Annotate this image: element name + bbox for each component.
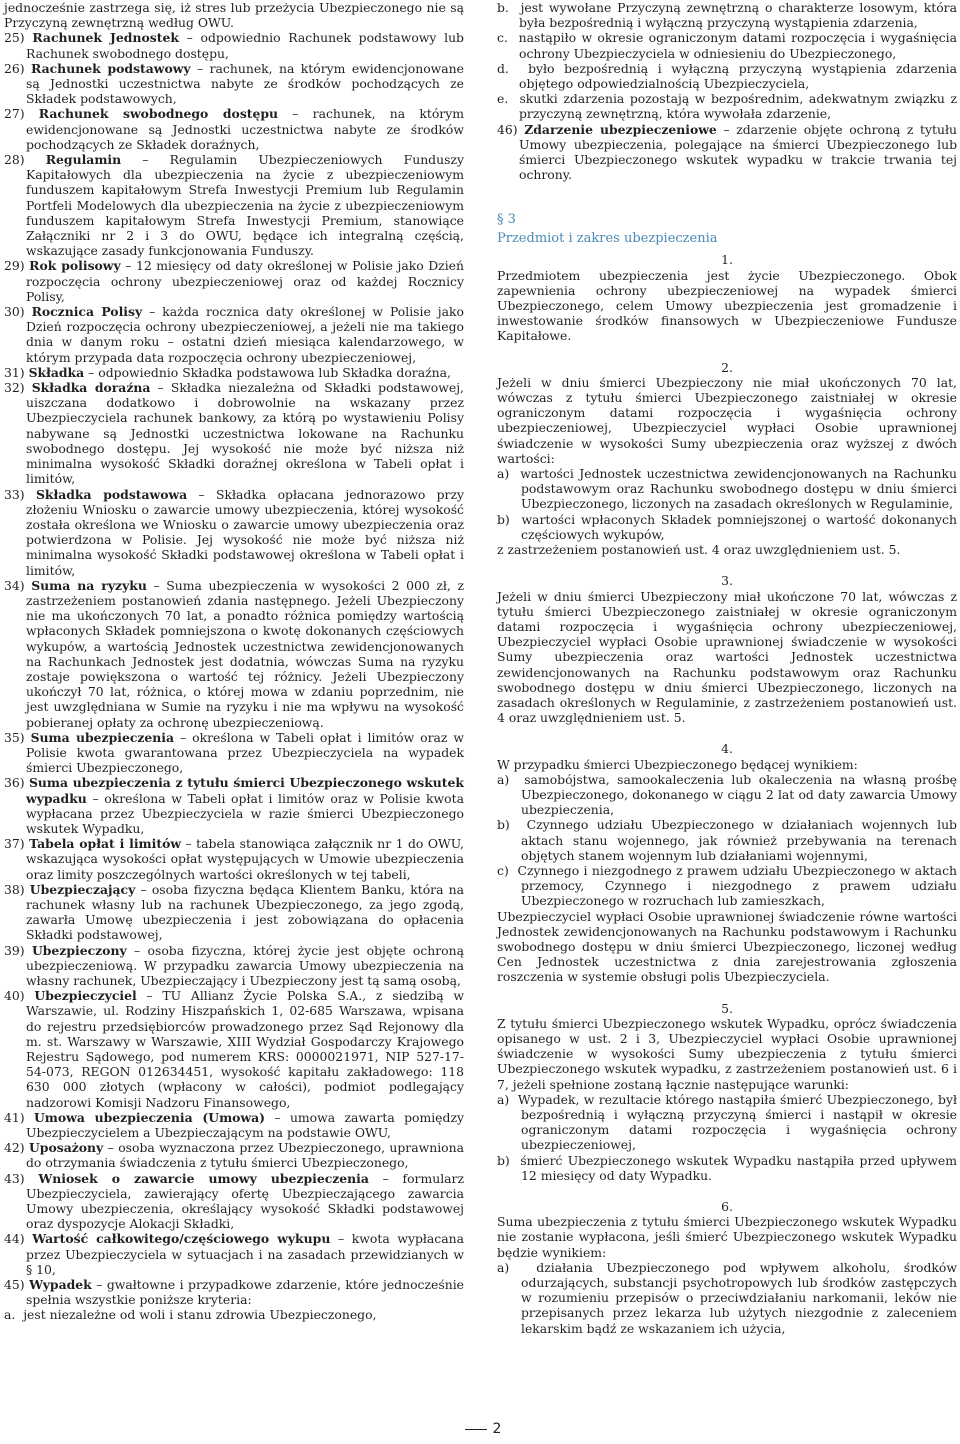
definition-text: – umowa zawarta pomiędzy Ubezpieczycielem a Ubezpieczającym na podstawie OWU,: [26, 1109, 464, 1141]
definition-item: [4, 1277, 464, 1307]
definition-term: Suma na ryzyku: [31, 577, 147, 593]
definition-number: 38): [4, 881, 25, 897]
section-mark: § 3: [497, 212, 516, 228]
point-number: 1.: [721, 252, 733, 268]
criterion-text: nastąpiło w okresie ograniczonym datami rozpoczęcia i wygaśnięcia ochrony Ubezpieczyciela w odniesieniu do Ubezpieczonego,: [518, 30, 957, 61]
point-subitem: [497, 512, 957, 542]
definition-term: Rachunek podstawowy: [31, 60, 191, 76]
criterion-letter: a.: [4, 1307, 16, 1323]
criterion-letter: e.: [497, 91, 509, 107]
definition-item: [4, 988, 464, 1110]
definition-number: 28): [4, 152, 25, 168]
subitem-letter: b): [497, 817, 510, 833]
definition-number: 29): [4, 258, 25, 274]
subitem-letter: b): [497, 1152, 510, 1168]
definition-term: Regulamin: [45, 152, 122, 168]
definition-text: – gwałtowne i przypadkowe zdarzenie, które jednocześnie spełnia wszystkie poniższe kryteria:: [26, 1277, 464, 1308]
point-number: 6.: [721, 1199, 733, 1215]
definition-item: [4, 775, 464, 836]
criterion-text: jest wywołane Przyczyną zewnętrzną o charakterze losowym, która była bezpośrednią i wyłączną przyczyną wystąpienia zdarzenia,: [519, 0, 957, 31]
footer-dash: [465, 1429, 487, 1430]
definition-term: Zdarzenie ubezpieczeniowe: [524, 121, 717, 137]
definition-number: 40): [4, 988, 25, 1004]
definition-item: [4, 487, 464, 578]
definition-text: – zdarzenie objęte ochroną z tytułu Umowy ubezpieczenia, polegające na śmierci Ubezpieczonego lub śmierci Ubezpieczonego wskutek wypadku w trakcie trwania tej ochrony.: [519, 121, 957, 183]
definitions-list: [4, 30, 464, 1307]
definition-number: 33): [4, 486, 25, 502]
definition-criterion: [497, 0, 957, 30]
point-text: Suma ubezpieczenia z tytułu śmierci Ubezpieczonego wskutek Wypadku nie zostanie wypłacona, jeśli śmierć Ubezpieczonego wskutek Wypadku będzie wynikiem:: [497, 1214, 957, 1260]
definition-number: 34): [4, 577, 25, 593]
definition-item: [497, 122, 957, 183]
definition-text: – formularz Ubezpieczyciela, zawierający ofertę Ubezpieczającego zawarcia Umowy ubezpieczenia, określający wysokość Składki podstawowej oraz dyspozycje Alokacji Składki,: [26, 1170, 464, 1232]
point-subitem: [497, 817, 957, 863]
definition-number: 39): [4, 942, 25, 958]
definition-number: 25): [4, 30, 25, 46]
definition-number: 37): [4, 836, 25, 852]
definition-term: Ubezpieczony: [31, 942, 127, 958]
definition-number: 27): [4, 106, 25, 122]
page-footer: [0, 1422, 960, 1437]
definition-item: [4, 1231, 464, 1277]
definition-number: 46): [497, 121, 518, 137]
definition-term: Wypadek: [29, 1277, 92, 1293]
definition-item: [4, 152, 464, 258]
definition-criterion: [497, 91, 957, 121]
definition-item: [4, 730, 464, 776]
left-column: [4, 0, 464, 1323]
point-subitem: [497, 466, 957, 512]
point-number: 2.: [721, 359, 733, 375]
definition-number: 30): [4, 304, 25, 320]
section-points: [497, 252, 957, 1335]
definition-text: – określona w Tabeli opłat i limitów oraz w Polisie kwota gwarantowana przez Ubezpieczyciela na wypadek śmierci Ubezpieczonego,: [26, 729, 464, 776]
criterion-letter: c.: [497, 30, 508, 46]
point-text: Jeżeli w dniu śmierci Ubezpieczony miał ukończone 70 lat, wówczas z tytułu śmierci Ubezpieczonego zaistniałej w okresie ograniczonym datami rozpoczęcia i wygaśnięcia ochrony ubezpieczeniowej, Ubezpieczyciel wypłaci Osobie uprawnionej świadczenie w wysokości Sumy ubezpieczenia oraz wartości Jednostek uczestnictwa zewidencjonowanych na Rachunku podstawowym oraz Rachunku swobodnego dostępu w dniu śmierci Ubezpieczonego, liczonych na zasadach określonych w Regulaminie, z zastrzeżeniem postanowień ust. 4 oraz uwzględnieniem ust. 5.: [497, 588, 957, 726]
definition-number: 32): [4, 380, 25, 396]
definition-text: – Regulamin Ubezpieczeniowych Funduszy Kapitałowych dla ubezpieczenia na życie z ubezpieczeniowym funduszem kapitałowym Strefa Inwestycji Premium lub Regulamin Portfeli Modelowych dla ubezpieczenia na życie z ubezpieczeniowym funduszem kapitałowym Strefa Inwestycji Premium, stanowiące Załączniki nr 2 i 3 do OWU, będące ich integralną częścią, wskazujące zasady funkcjonowania Funduszy.: [26, 152, 464, 259]
definition-number: 41): [4, 1109, 25, 1125]
definition-item: [4, 943, 464, 989]
subitem-text: śmierć Ubezpieczonego wskutek Wypadku nastąpiła przed upływem 12 miesięcy od daty Wypadku.: [520, 1152, 957, 1183]
section-title: Przedmiot i zakres ubezpieczenia: [497, 231, 718, 247]
definition-number: 35): [4, 729, 25, 745]
point-closing-text: z zastrzeżeniem postanowień ust. 4 oraz uwzględnieniem ust. 5.: [497, 542, 901, 558]
definition-term: Umowa ubezpieczenia (Umowa): [33, 1109, 266, 1125]
criterion-text: jest niezależne od woli i stanu zdrowia Ubezpieczonego,: [23, 1307, 377, 1323]
criterion-letter: b.: [497, 0, 509, 15]
point-subitem: [497, 1260, 957, 1336]
definition-term: Rachunek Jednostek: [32, 30, 179, 46]
definition-item: [4, 1171, 464, 1232]
definition-number: 36): [4, 775, 25, 791]
subitem-text: Wypadek, w rezultacie którego nastąpiła śmierć Ubezpieczonego, był bezpośrednią i wyłączną przyczyną śmierci i nastąpił w okresie ograniczonym datami rozpoczęcia i wygaśnięcia ochrony ubezpieczeniowej,: [517, 1091, 957, 1153]
definition-criterion: [497, 30, 957, 60]
page-number: 2: [492, 1421, 502, 1437]
point-number: 4.: [721, 741, 733, 757]
definition-term: Rocznica Polisy: [31, 304, 143, 320]
definition-term: Wniosek o zawarcie umowy ubezpieczenia: [38, 1170, 369, 1186]
definition-text: – osoba fizyczna, której życie jest objęte ochroną ubezpieczeniową. W przypadku zawarcia Umowy ubezpieczenia na własny rachunek, Ubezpieczający i Ubezpieczony jest tą samą osobą,: [26, 942, 464, 988]
point-subitem: [497, 772, 957, 818]
point-text: W przypadku śmierci Ubezpieczonego będącej wynikiem:: [497, 756, 858, 772]
definition-term: Ubezpieczyciel: [34, 988, 137, 1004]
definition-item: [4, 1110, 464, 1140]
definition-term: Suma ubezpieczenia: [30, 729, 175, 745]
definition-number: 42): [4, 1140, 25, 1156]
point-text: Przedmiotem ubezpieczenia jest życie Ubezpieczonego. Obok zapewnienia ochrony ubezpieczeniowej na wypadek śmierci Ubezpieczonego, celem Umowy ubezpieczenia jest gromadzenie i inwestowanie środków finansowych w Ubezpieczeniowe Fundusze Kapitałowe.: [497, 267, 957, 344]
definition-text: – rachunek, na którym ewidencjonowane są Jednostki uczestnictwa nabyte ze środków pochodzących ze Składek doraźnych,: [26, 106, 464, 152]
definition-item: [4, 258, 464, 304]
definition-term: Składka doraźna: [31, 380, 151, 396]
definition-text: – każda rocznica daty określonej w Polisie jako Dzień rozpoczęcia ochrony ubezpieczeniowej, a jeżeli nie ma takiego dnia w danym roku – ostatni dzień miesiąca kalendarzowego, w którym przypada data rozpoczęcia ochrony ubezpieczeniowej,: [26, 304, 464, 365]
definition-item: [4, 380, 464, 486]
definition-item: [4, 30, 464, 60]
point-text: Jeżeli w dniu śmierci Ubezpieczony nie miał ukończonych 70 lat, wówczas z tytułu śmierci Ubezpieczonego zaistniałej w okresie ograniczonym datami rozpoczęcia i wygaśnięcia ochrony ubezpieczeniowej, Ubezpieczyciel wypłaci Osobie uprawnionej świadczenie w wysokości Sumy ubezpieczenia oraz wyższej z dwóch wartości:: [497, 374, 957, 466]
definition-text: – kwota wypłacana przez Ubezpieczyciela w sytuacjach i na zasadach przewidzianych w § 10,: [26, 1231, 464, 1277]
subitem-letter: a): [497, 771, 510, 787]
definition-term: Uposażony: [29, 1140, 104, 1156]
definition-number: 45): [4, 1277, 25, 1293]
definition-text: – określona w Tabeli opłat i limitów oraz w Polisie kwota wypłacana przez Ubezpieczyciela w razie śmierci Ubezpieczonego wskutek Wypadku,: [26, 790, 464, 836]
definition-text: – osoba fizyczna będąca Klientem Banku, która na rachunek własny lub na rachunek Ubezpieczonego, za jego zgodą, zawarła Umowę ubezpieczenia i jest zobowiązana do opłacenia Składki podstawowej,: [26, 881, 464, 943]
point-number: 3.: [721, 573, 733, 589]
definition-criterion: [497, 61, 957, 91]
definition-text: – Składka niezależna od Składki podstawowej, uiszczana dodatkowo i dobrowolnie na wskazany przez Ubezpieczyciela rachunek bankowy, za którą po wystawieniu Polisy nabywane są Jednostki uczestnictwa lokowane na Rachunku swobodnego dostępu. Jej wysokość nie może być niższa niż minimalna wysokość Składki doraźnej określona w Tabeli opłat i limitów,: [26, 380, 464, 487]
definition-item: [4, 836, 464, 882]
point-subitem: [497, 863, 957, 909]
subitem-text: działania Ubezpieczonego pod wpływem alkoholu, środków odurzających, substancji psychotropowych lub środków zastępczych w rozumieniu przepisów o przeciwdziałaniu narkomanii, leków nie przepisanych przez lekarza lub użytych niezgodnie z zaleceniem lekarskim bądź ze wskazaniem ich użycia,: [521, 1259, 957, 1336]
right-column: [497, 0, 957, 1336]
subitem-text: Czynnego i niezgodnego z prawem udziału Ubezpieczonego w aktach przemocy, Czynnego i niezgodnego z prawem udziału Ubezpieczonego w rozruchach lub zamieszkach,: [517, 862, 957, 909]
definition-item: [4, 578, 464, 730]
point-text: Z tytułu śmierci Ubezpieczonego wskutek Wypadku, oprócz świadczenia opisanego w ust. 2 i 3, Ubezpieczyciel wypłaci Osobie uprawnionej świadczenie w wysokości Sumy ubezpieczenia z tytułu śmierci Ubezpieczonego wskutek wypadku, z zastrzeżeniem postanowień ust. 6 i 7, jeżeli spełnione zostaną łącznie następujące warunki:: [497, 1015, 957, 1092]
definition-item: [4, 365, 464, 380]
subitem-letter: b): [497, 511, 510, 527]
definition-item: [4, 61, 464, 107]
point-subitem: [497, 1153, 957, 1183]
criterion-text: skutki zdarzenia pozostają w bezpośrednim, adekwatnym związku z przyczyną zewnętrzną, która wywołała zdarzenie,: [519, 91, 957, 122]
definition-number: 31): [4, 364, 25, 380]
subitem-text: wartości wpłaconych Składek pomniejszonej o wartość dokonanych częściowych wykupów,: [521, 511, 957, 542]
definition-number: 44): [4, 1231, 25, 1247]
definition-text: – Suma ubezpieczenia w wysokości 2 000 zł, z zastrzeżeniem postanowień zdania następnego. Jeżeli Ubezpieczony nie ma ukończonych 70 lat, a ponadto różnica pomiędzy wartością wpłaconych Składek pomniejszona o kwotę dokonanych częściowych wykupów, a wartością Jednostek uczestnictwa zewidencjonowanych na Rachunkach Jednostek jest dodatnia, wówczas Suma na ryzyku zostaje powiększona o wartość tej różnicy. Jeżeli Ubezpieczony ukończył 70 lat, różnica, o której mowa w zdaniu poprzednim, nie jest uwzględniana w Sumie na ryzyku i nie ma wpływu na wysokość pobieranej opłaty za ochronę ubezpieczeniową.: [26, 577, 464, 730]
definition-text: – Składka opłacana jednorazowo przy złożeniu Wniosku o zawarcie umowy ubezpieczenia, której wysokość została określona we Wniosku o zawarcie umowy ubezpieczenia oraz potwierdzona w Polisie. Jej wysokość nie może być niższa niż minimalna wysokość Składki podstawowej określona w Tabeli opłat i limitów,: [26, 486, 464, 578]
definition-text: – odpowiednio Rachunek podstawowy lub Rachunek swobodnego dostępu,: [26, 30, 464, 61]
definition-item: [4, 1140, 464, 1170]
definition-term: Ubezpieczający: [29, 881, 136, 897]
definition-number: 26): [4, 60, 25, 76]
point-subitem: [497, 1092, 957, 1153]
criterion-letter: d.: [497, 60, 509, 76]
subitem-letter: a): [497, 1259, 510, 1275]
subitem-letter: c): [497, 862, 509, 878]
subitem-text: samobójstwa, samookaleczenia lub okaleczenia na własną prośbę Ubezpieczonego, dokonanego w ciągu 2 lat od daty zawarcia Umowy ubezpieczenia,: [521, 771, 957, 818]
definition-text: – 12 miesięcy od daty określonej w Polisie jako Dzień rozpoczęcia ochrony ubezpieczeniowej oraz od każdej Rocznicy Polisy,: [26, 258, 464, 304]
subitem-letter: a): [497, 466, 510, 482]
definition-term: Wartość całkowitego/częściowego wykupu: [32, 1231, 331, 1247]
definition-term: Składka podstawowa: [35, 486, 188, 502]
definition-text: – osoba wyznaczona przez Ubezpieczonego, uprawniona do otrzymania świadczenia z tytułu śmierci Ubezpieczonego,: [26, 1140, 464, 1171]
point-number: 5.: [721, 1000, 733, 1016]
definition-text: – odpowiednio Składka podstawowa lub Składka doraźna,: [84, 364, 451, 380]
definition-term: Tabela opłat i limitów: [29, 836, 182, 852]
definition-term: Rachunek swobodnego dostępu: [38, 106, 279, 122]
definition-number: 43): [4, 1170, 25, 1186]
criterion-text: było bezpośrednią i wyłączną przyczyną wystąpienia zdarzenia objętego odpowiedzialnością Ubezpieczyciela,: [519, 60, 957, 92]
point-closing-text: Ubezpieczyciel wypłaci Osobie uprawnionej świadczenie równe wartości Jednostek zewidencjonowanych na Rachunku podstawowym i Rachunku swobodnego dostępu w dniu śmierci Ubezpieczonego, liczonej według Cen Jednostek uczestnictwa z dnia zarejestrowania zgłoszenia roszczenia w systemie obsługi polis Ubezpieczyciela.: [497, 908, 957, 985]
subitem-text: wartości Jednostek uczestnictwa zewidencjonowanych na Rachunku podstawowym oraz Rachunku swobodnego dostępu w dniu śmierci Ubezpieczonego, liczonych na zasadach określonych w Regulaminie,: [520, 466, 957, 512]
definition-term: Rok polisowy: [29, 258, 121, 274]
definition-item: [4, 106, 464, 152]
wypadek-criteria-list: [497, 0, 957, 122]
definition-criterion: [4, 1307, 464, 1322]
definition-item: [4, 304, 464, 365]
definition-text: – rachunek, na którym ewidencjonowane są Jednostki uczestnictwa nabyte ze środków pochodzących ze Składek podstawowych,: [26, 60, 464, 107]
intro-paragraph: jednocześnie zastrzega się, iż stres lub przeżycia Ubezpieczonego nie są Przyczyną zewnętrzną według OWU.: [4, 0, 464, 31]
subitem-text: Czynnego udziału Ubezpieczonego w działaniach wojennych lub aktach stanu wojennego, jak również przebywania na terenach objętych stanem wojennym lub działaniami wojennymi,: [521, 817, 957, 863]
definition-item: [4, 882, 464, 943]
definition-term: Suma ubezpieczenia z tytułu śmierci Ubezpieczonego wskutek wypadku: [26, 775, 464, 806]
definition-text: – tabela stanowiąca załącznik nr 1 do OWU, wskazująca wysokości opłat występujących w Umowie ubezpieczenia oraz limity poszczególnych wartości określonych w tej tabeli,: [26, 836, 464, 882]
definition-term: Składka: [28, 364, 85, 380]
definition-text: – TU Allianz Życie Polska S.A., z siedzibą w Warszawie, ul. Rodziny Hiszpańskich 1, 02-685 Warszawa, wpisana do rejestru przedsiębiorców prowadzonego przez Sąd Rejonowy dla m. st. Warszawy w Warszawie, XIII Wydział Gospodarczy Krajowego Rejestru Sądowego, pod numerem KRS: 0000021971, NIP 527-17-54-073, REGON 012634451, wysokość kapitału zakładowego: 118 630 000 złotych (wpłacony w całości), podmiot podlegający nadzorowi Komisji Nadzoru Finansowego,: [26, 988, 464, 1110]
subitem-letter: a): [497, 1091, 510, 1107]
